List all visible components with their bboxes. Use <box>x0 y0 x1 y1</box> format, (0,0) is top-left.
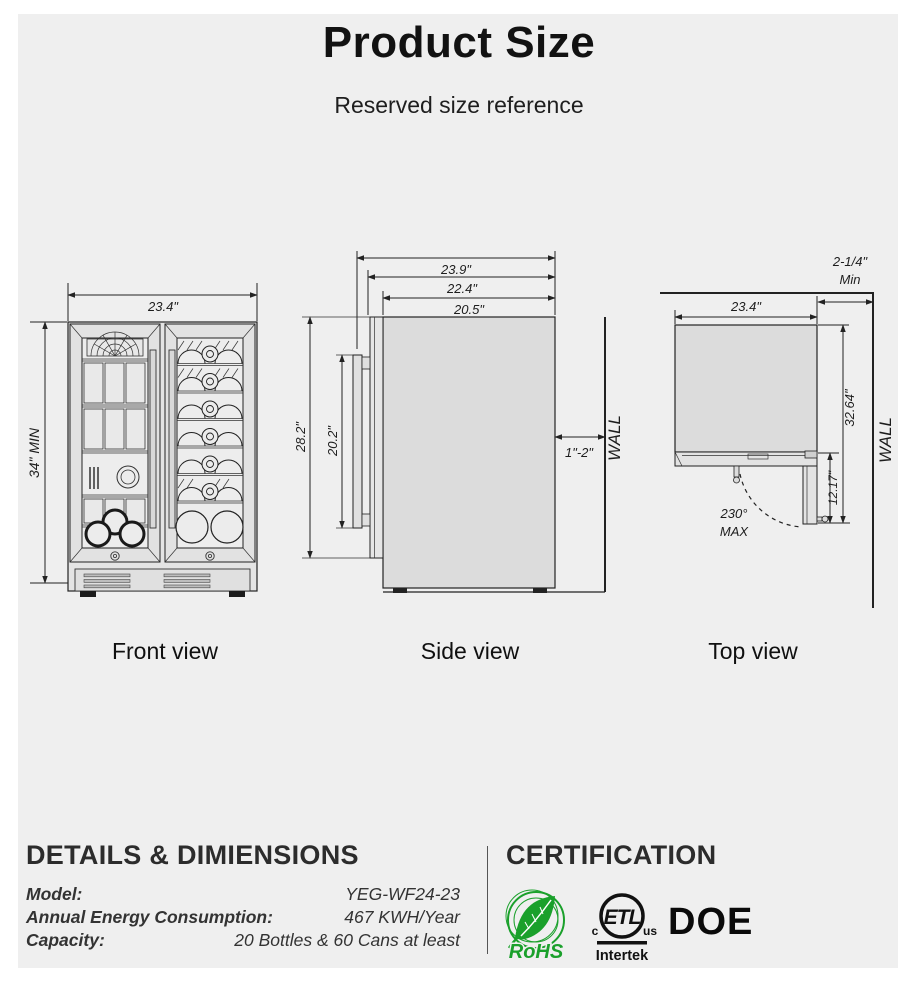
detail-row-model <box>26 883 460 906</box>
top-wall-label: WALL <box>876 417 895 463</box>
details-rows <box>26 883 460 952</box>
etl-logo <box>584 890 660 964</box>
front-left-interior <box>82 332 148 546</box>
doe-logo: DOE <box>668 901 754 943</box>
top-width-label: 23.4" <box>731 299 761 314</box>
side-height-door-label: 28.2" <box>293 422 308 452</box>
top-view-caption: Top view <box>708 638 798 664</box>
detail-label: Model: <box>26 884 83 904</box>
front-left-door-lock <box>111 552 119 560</box>
detail-label: Capacity: <box>26 930 105 950</box>
detail-label: Annual Energy Consumption: <box>26 907 273 927</box>
side-height-handle-label: 20.2" <box>325 426 340 456</box>
front-view-caption: Front view <box>111 638 219 664</box>
detail-row-capacity <box>26 929 460 952</box>
side-wall-label: WALL <box>605 415 624 461</box>
side-depth-body-label: 20.5" <box>454 302 484 317</box>
top-door-handle <box>734 466 739 477</box>
top-depth-dimensions <box>818 325 857 523</box>
detail-value: 467 KWH/Year <box>344 907 460 927</box>
top-door-closed <box>675 452 817 466</box>
top-clearance-dimension <box>818 254 873 302</box>
etl-us-label: us <box>642 924 658 938</box>
side-view-diagram <box>290 245 630 600</box>
etl-c-label: c <box>591 924 599 938</box>
certification-heading: CERTIFICATION <box>506 840 717 870</box>
top-view-diagram <box>650 250 918 615</box>
footer-divider <box>487 846 488 954</box>
top-door-swing-label: 12.17" <box>826 470 840 506</box>
detail-value: 20 Bottles & 60 Cans at least <box>234 930 460 950</box>
top-fridge-body <box>675 325 817 483</box>
cans-row-2 <box>84 409 145 449</box>
front-left-door-handle <box>150 350 156 528</box>
front-width-dimension <box>68 283 257 321</box>
front-foot-right <box>229 591 245 597</box>
intertek-label: Intertek <box>595 948 649 964</box>
side-door <box>370 317 383 558</box>
top-depth-total-label: 32.64" <box>842 389 857 427</box>
page-subtitle: Reserved size reference <box>334 92 584 118</box>
top-door-angle-label: 230° <box>720 506 748 521</box>
front-height-dimension <box>26 322 74 583</box>
side-view-caption: Side view <box>420 638 520 664</box>
etl-label: ETL <box>603 906 641 929</box>
top-door-angle-max-label: MAX <box>719 524 749 539</box>
side-depth-door-label: 22.4" <box>447 281 477 296</box>
details-heading: DETAILS & DIMIENSIONS <box>26 840 359 870</box>
front-right-door-handle <box>169 350 175 528</box>
front-height-label: 34" MIN <box>26 427 42 479</box>
front-foot-left <box>80 591 96 597</box>
front-width-label: 23.4" <box>148 299 178 314</box>
side-fridge-body <box>353 317 555 593</box>
top-door-hinge <box>805 451 817 458</box>
rohs-label: RoHS <box>508 941 564 963</box>
front-view-diagram <box>24 275 278 615</box>
front-right-door-lock <box>206 552 214 560</box>
side-wall-gap-label: 1"-2" <box>564 445 594 460</box>
top-clearance-min-label: Min <box>839 272 861 287</box>
rohs-logo <box>498 886 574 964</box>
side-wall-gap-dimension <box>555 437 605 460</box>
detail-value: YEG-WF24-23 <box>345 884 460 904</box>
cans-row-1 <box>84 363 145 403</box>
detail-row-energy <box>26 906 460 929</box>
side-depth-total-label: 23.9" <box>441 262 471 277</box>
top-width-dimension <box>675 296 817 324</box>
top-clearance-label: 2-1/4" <box>832 254 868 269</box>
side-door-handle <box>353 355 362 528</box>
door-swing-arc <box>740 474 802 527</box>
page-title: Product Size <box>322 18 596 67</box>
